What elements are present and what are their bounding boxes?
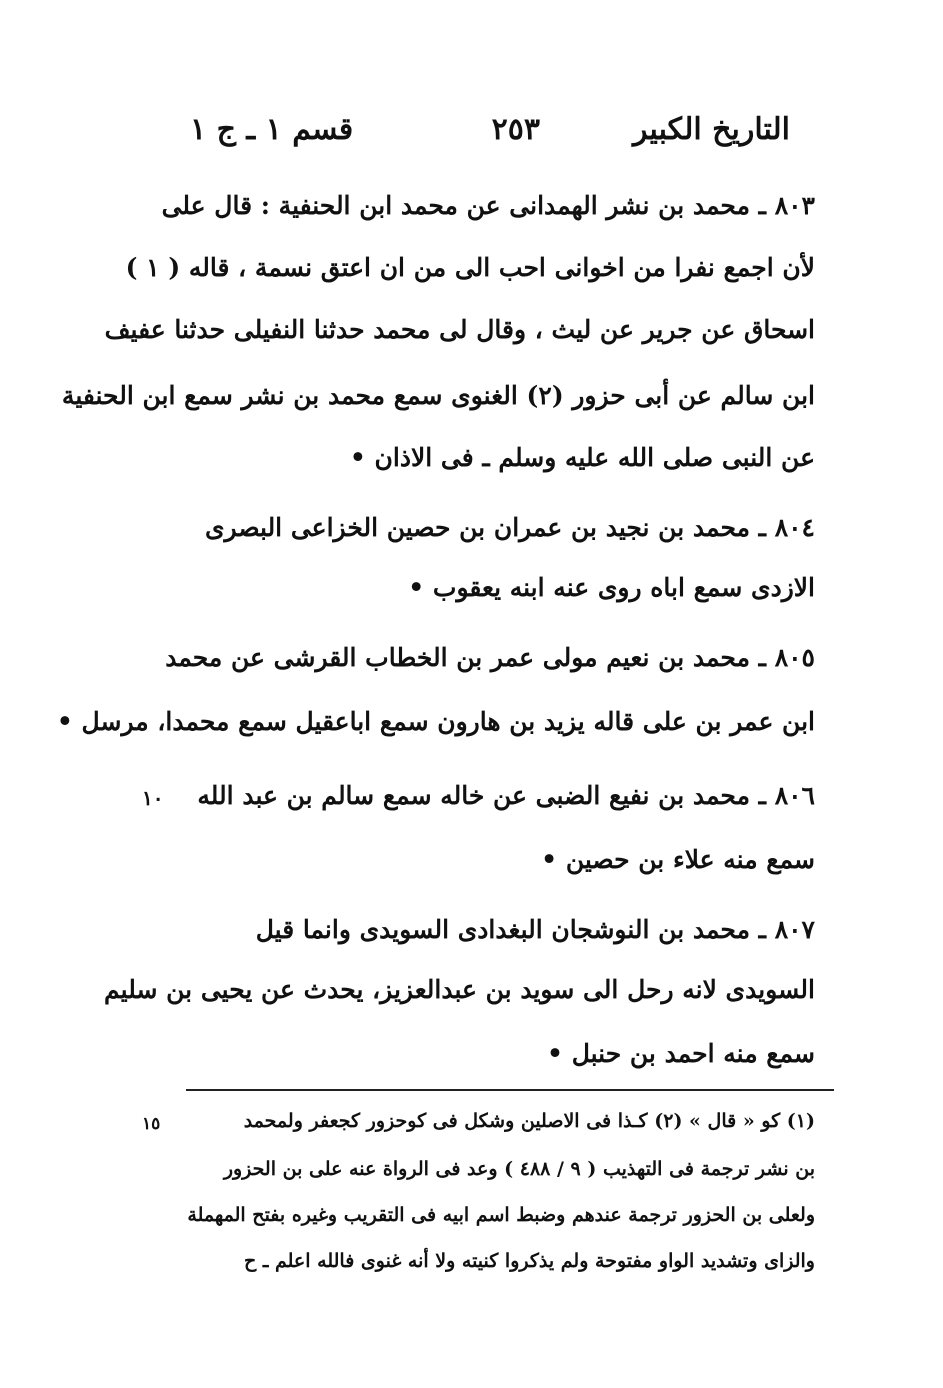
text-line: لأن اجمع نفرا من اخوانى احب الى من ان اعتق نسمة ، قاله ( ١ ) <box>125 253 815 282</box>
margin-line-number: ١٠ <box>142 786 164 810</box>
text-line: سمع منه علاء بن حصين • <box>541 845 815 874</box>
page-number: ٢٥٣ <box>491 112 540 147</box>
text-line: ٨٠٥ ـ محمد بن نعيم مولى عمر بن الخطاب القرشى عن محمد <box>165 643 815 672</box>
text-line: السويدى لانه رحل الى سويد بن عبدالعزيز، يحدث عن يحيى بن سليم <box>104 975 815 1004</box>
text-line: عن النبى صلى الله عليه وسلم ـ فى الاذان • <box>349 443 815 472</box>
text-line: اسحاق عن جرير عن ليث ، وقال لى محمد حدثنا النفيلى حدثنا عفيف <box>104 315 815 344</box>
text-line: سمع منه احمد بن حنبل • <box>547 1039 815 1068</box>
text-line: ٨٠٤ ـ محمد بن نجيد بن عمران بن حصين الخزاعى البصرى <box>204 513 815 542</box>
running-head <box>190 112 790 156</box>
volume-part: قسم ١ ـ ج ١ <box>190 112 354 147</box>
text-line: ٨٠٣ ـ محمد بن نشر الهمدانى عن محمد ابن الحنفية : قال على <box>161 191 815 220</box>
text-line: ٨٠٧ ـ محمد بن النوشجان البغدادى السويدى وانما قيل <box>255 915 815 944</box>
footnote-line: والزاى وتشديد الواو مفتوحة ولم يذكروا كنيته ولا أنه غنوى فالله اعلم ـ ح <box>243 1250 815 1272</box>
text-line: ابن عمر بن على قاله يزيد بن هارون سمع اباعقيل سمع محمدا، مرسل • <box>56 707 815 736</box>
text-line: ٨٠٦ ـ محمد بن نفيع الضبى عن خاله سمع سالم بن عبد الله <box>197 781 815 810</box>
book-title: التاريخ الكبير <box>632 112 790 147</box>
text-line: الازدى سمع اباه روى عنه ابنه يعقوب • <box>408 573 815 602</box>
text-line: ابن سالم عن أبى حزور (٢) الغنوى سمع محمد بن نشر سمع ابن الحنفية <box>61 381 815 410</box>
footnote-line: بن نشر ترجمة فى التهذيب ( ٩ / ٤٨٨ ) وعد فى الرواة عنه على بن الحزور <box>223 1158 815 1180</box>
footnote-line: (١) كو « قال » (٢) كـذا فى الاصلين وشكل فى كوحزور كجعفر ولمحمد <box>243 1110 815 1132</box>
margin-line-number: ١٥ <box>142 1114 161 1134</box>
footnote-line: ولعلى بن الحزور ترجمة عندهم وضبط اسم ابيه فى التقريب وغيره بفتح المهملة <box>187 1204 815 1226</box>
footnote-divider <box>186 1089 834 1091</box>
